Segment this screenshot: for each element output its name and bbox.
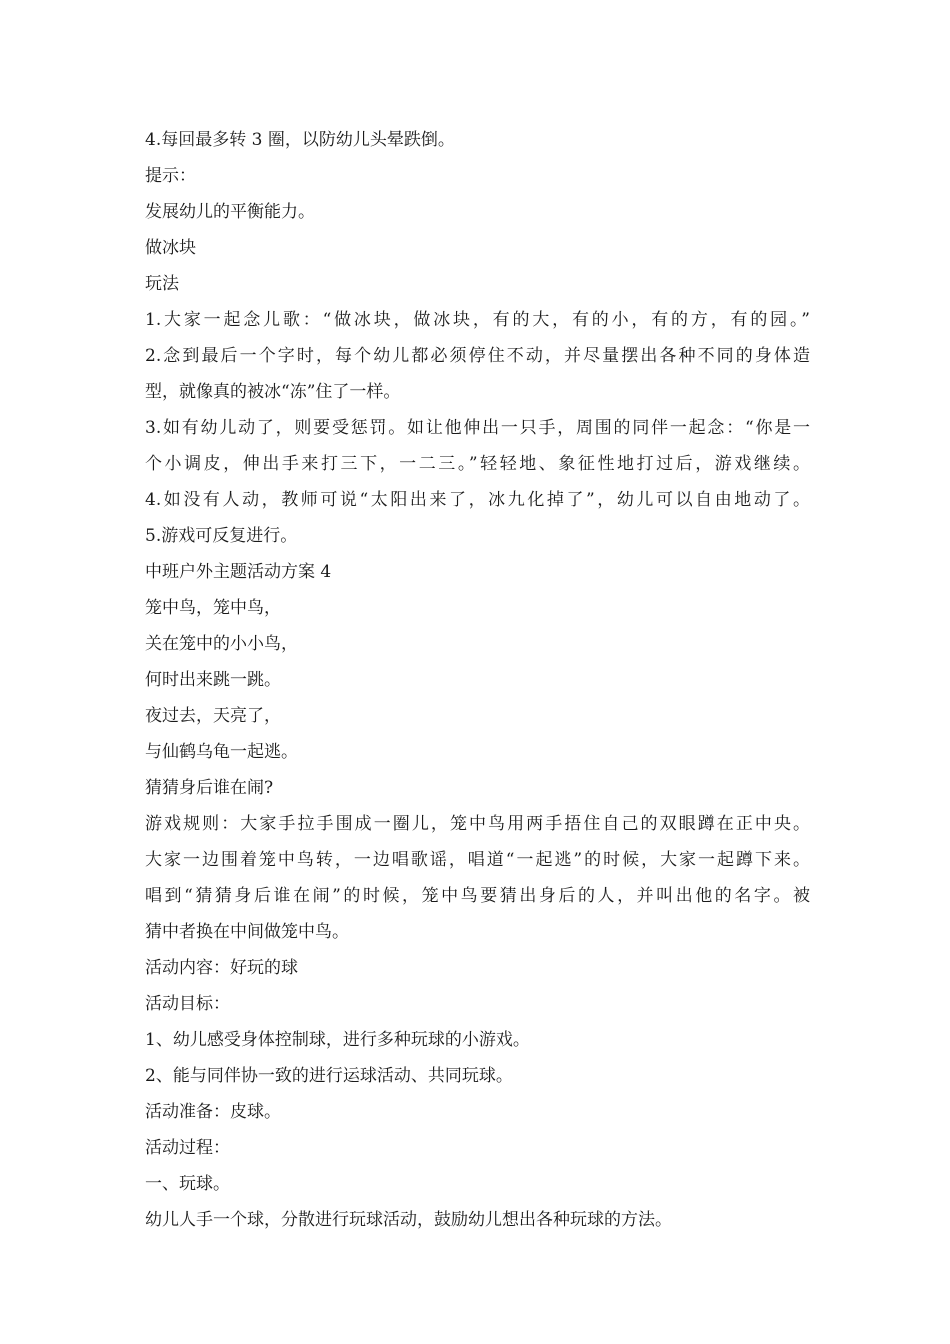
document-body: [145, 122, 810, 1238]
text-line: 活动过程：: [145, 1138, 230, 1158]
text-line: 1、幼儿感受身体控制球，进行多种玩球的小游戏。: [145, 1030, 530, 1050]
text-line: 1.大家一起念儿歌：“做冰块，做冰块，有的大，有的小，有的方，有的园。”: [145, 310, 810, 330]
text-line: 3.如有幼儿动了，则要受惩罚。如让他伸出一只手，周围的同伴一起念：“你是一: [145, 418, 810, 438]
text-line: 活动准备：皮球。: [145, 1102, 281, 1122]
verse-line: 与仙鹤乌龟一起逃。: [145, 742, 298, 762]
text-line: 幼儿人手一个球，分散进行玩球活动，鼓励幼儿想出各种玩球的方法。: [145, 1210, 672, 1230]
section-heading: 做冰块: [145, 238, 196, 258]
verse-line: 何时出来跳一跳。: [145, 670, 281, 690]
text-line: 一、玩球。: [145, 1174, 230, 1194]
verse-line: 关在笼中的小小鸟，: [145, 634, 298, 654]
verse-line: 猜猜身后谁在闹?: [145, 778, 274, 798]
text-line: 唱到“猜猜身后谁在闹”的时候，笼中鸟要猜出身后的人，并叫出他的名字。被: [145, 886, 810, 906]
text-line: 玩法: [145, 274, 179, 294]
text-line: 4.如没有人动，教师可说“太阳出来了，冰九化掉了”，幼儿可以自由地动了。: [145, 490, 810, 510]
text-line: 2、能与同伴协一致的进行运球活动、共同玩球。: [145, 1066, 513, 1086]
verse-line: 笼中鸟，笼中鸟，: [145, 598, 281, 618]
text-line: 个小调皮，伸出手来打三下，一二三。”轻轻地、象征性地打过后，游戏继续。: [145, 454, 810, 474]
text-line: 5.游戏可反复进行。: [145, 526, 298, 546]
text-line: 4.每回最多转 3 圈，以防幼儿头晕跌倒。: [145, 130, 455, 150]
text-line: 提示：: [145, 166, 196, 186]
text-line: 猜中者换在中间做笼中鸟。: [145, 922, 349, 942]
verse-line: 夜过去，天亮了，: [145, 706, 281, 726]
text-line: 活动目标：: [145, 994, 230, 1014]
section-heading: 中班户外主题活动方案 4: [145, 562, 332, 582]
text-line: 游戏规则：大家手拉手围成一圈儿，笼中鸟用两手捂住自己的双眼蹲在正中央。: [145, 814, 810, 834]
text-line: 大家一边围着笼中鸟转，一边唱歌谣，唱道“一起逃”的时候，大家一起蹲下来。: [145, 850, 810, 870]
text-line: 发展幼儿的平衡能力。: [145, 202, 315, 222]
text-line: 型，就像真的被冰“冻”住了一样。: [145, 382, 401, 402]
text-line: 2.念到最后一个字时，每个幼儿都必须停住不动，并尽量摆出各种不同的身体造: [145, 346, 810, 366]
text-line: 活动内容：好玩的球: [145, 958, 298, 978]
